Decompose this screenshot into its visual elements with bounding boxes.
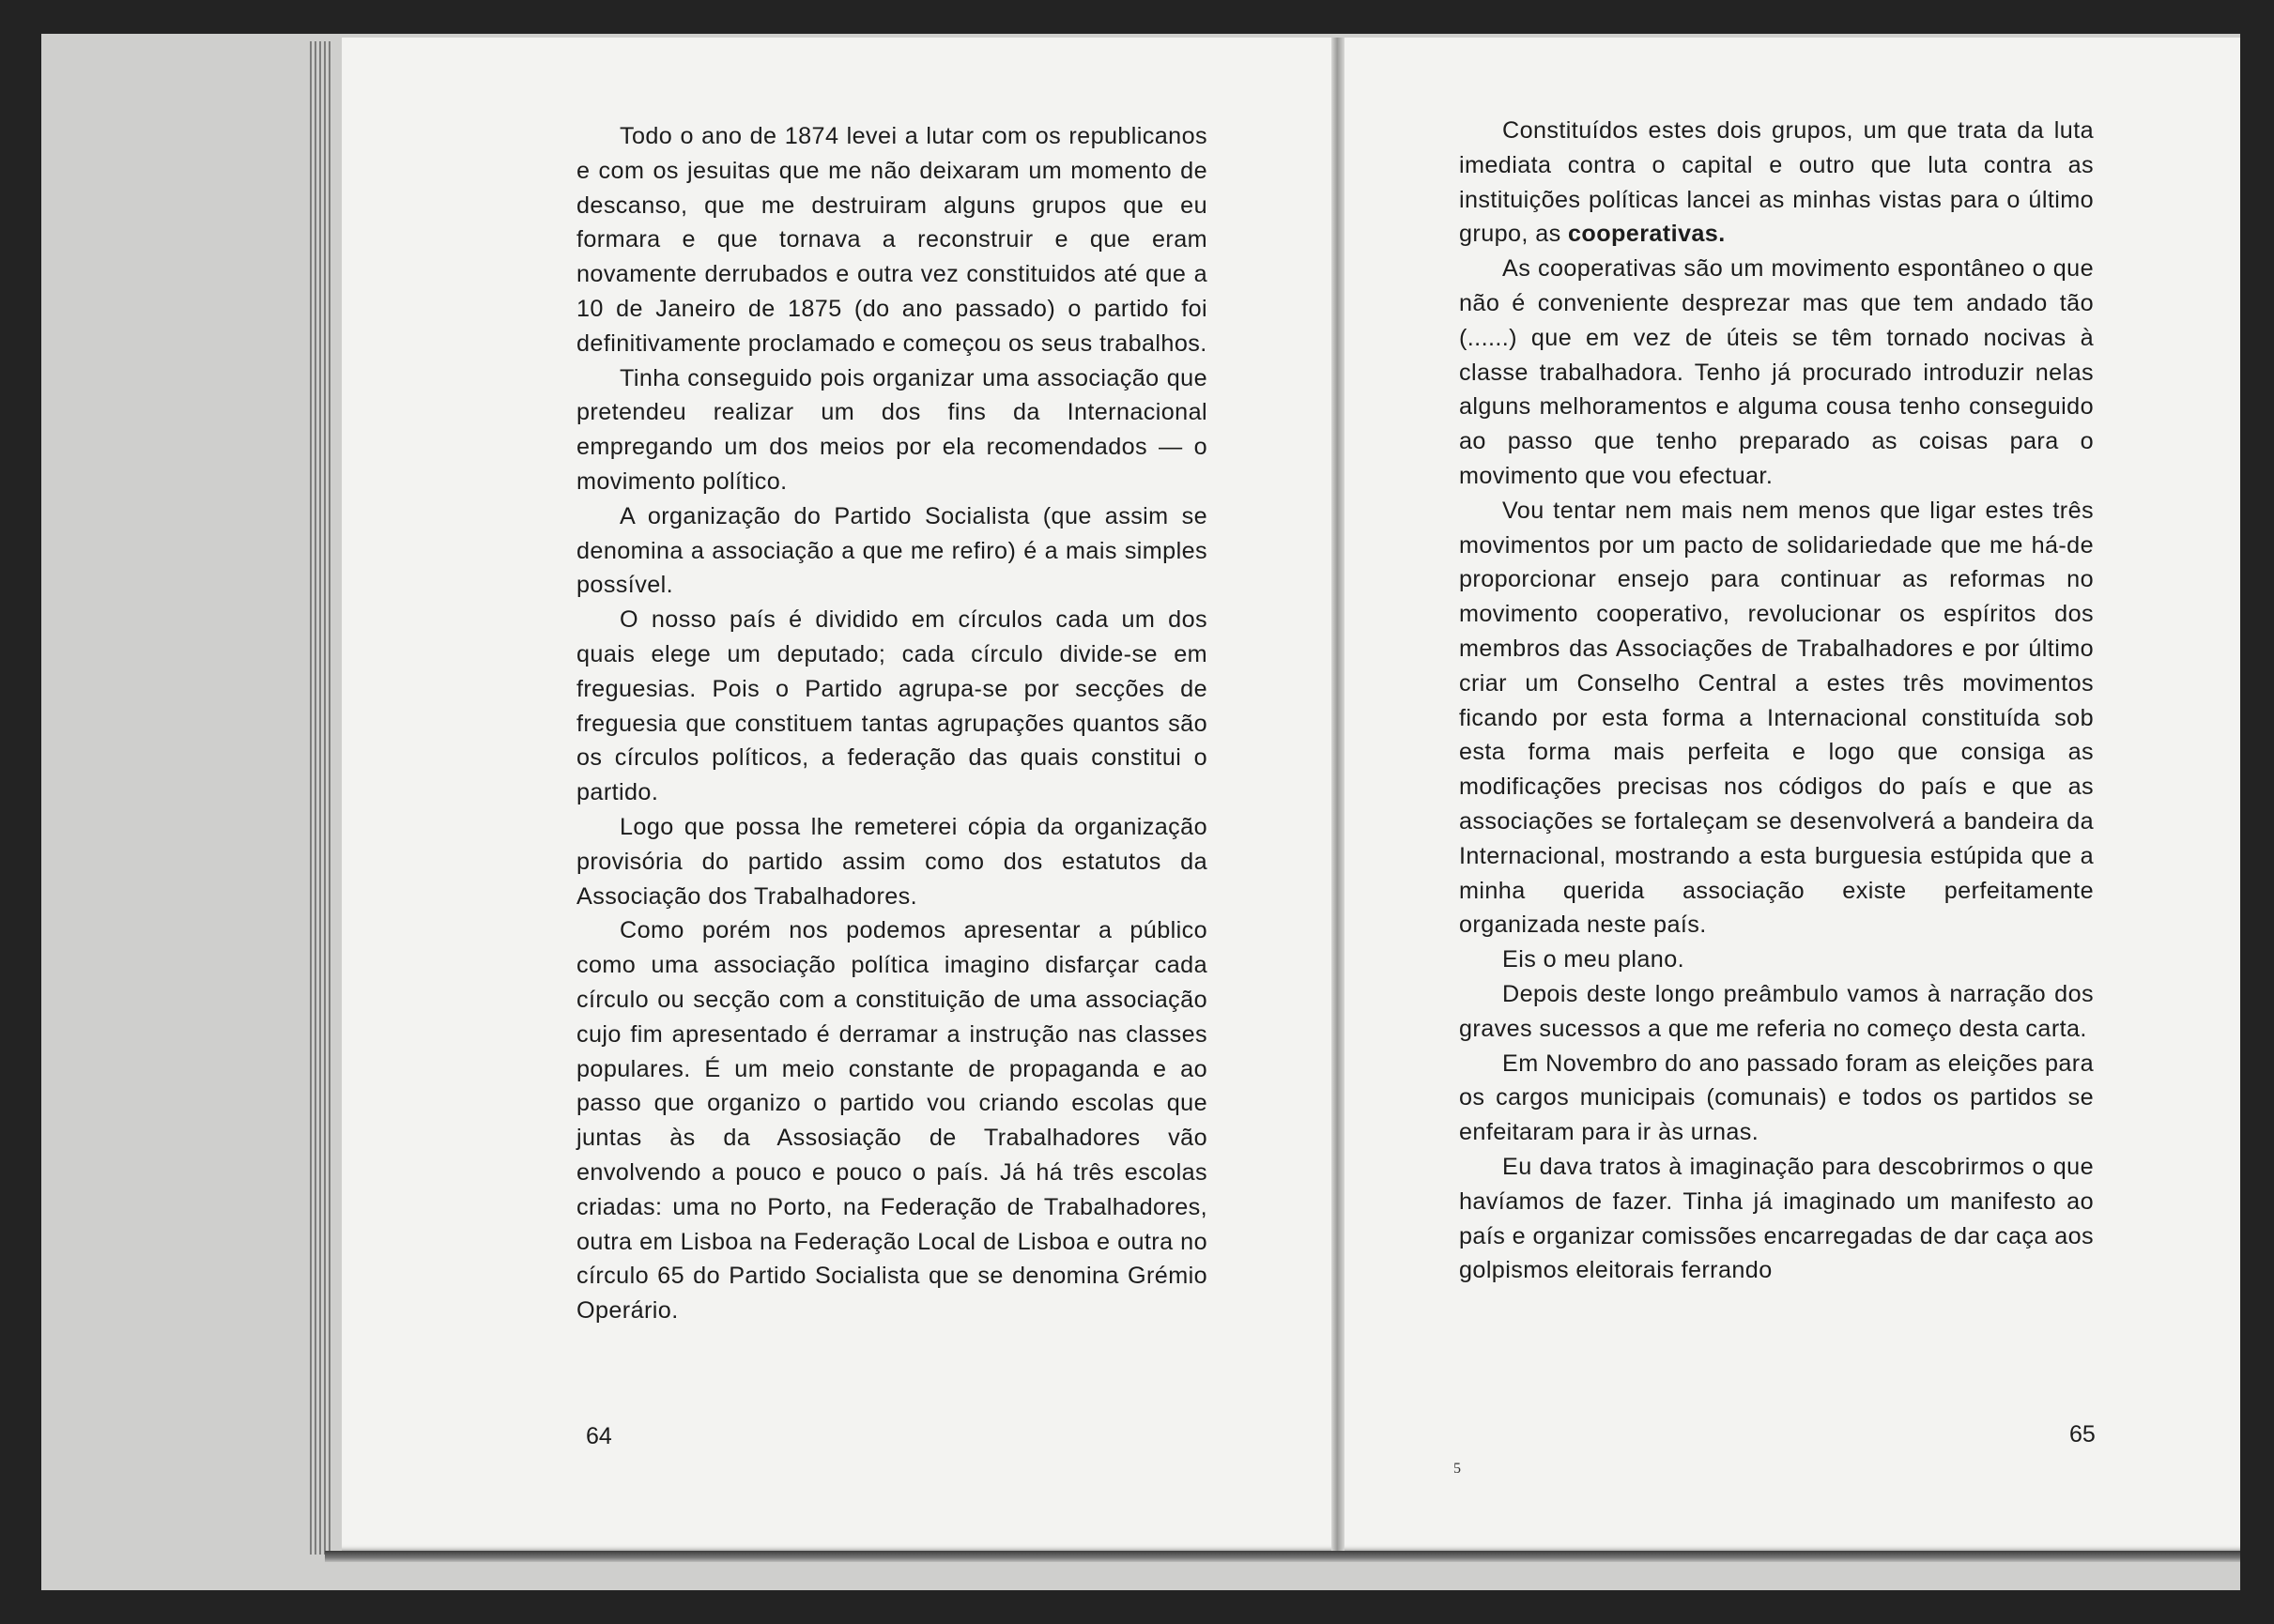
paragraph: Tinha conseguido pois organizar uma associação que pretendeu realizar um dos fins da Internacional empregando um dos meios por ela recomendados — o movimento político.	[576, 364, 1207, 495]
paragraph: Vou tentar nem mais nem menos que ligar estes três movimentos por um pacto de solidariedade que me há-de proporcionar ensejo para continuar as reformas no movimento cooperativo, revolucionar os espíritos dos membros das Associações de Trabalhadores e por último criar um Conselho Central a estes três movimentos ficando por esta forma a Internacional constituída sob esta forma mais perfeita e logo que consiga as modificações precisas nos códigos do país e que as associações se fortaleçam se desenvolverá a bandeira da Internacional, mostrando a esta burguesia estúpida que a minha querida associação existe perfeitamente organizada neste país.	[1459, 497, 2094, 939]
page-number-left: 64	[586, 1423, 612, 1449]
book-gutter	[1331, 38, 1344, 1555]
paragraph	[1459, 114, 2094, 252]
right-page-text	[1459, 114, 2094, 1288]
book-bottom-edge	[325, 1551, 2240, 1562]
margin-mark: 5	[1453, 1461, 1461, 1477]
paragraph: Eu dava tratos à imaginação para descobrirmos o que havíamos de fazer. Tinha já imaginado um manifesto ao país e organizar comissões encarregadas de dar caça aos golpismos eleitorais ferrando	[1459, 1153, 2094, 1284]
paragraph: O nosso país é dividido em círculos cada um dos quais elege um deputado; cada círculo divide-se em freguesias. Pois o Partido agrupa-se por secções de freguesia que constituem tantas agrupações quantos são os círculos políticos, a federação das quais constitui o partido.	[576, 606, 1207, 806]
paragraph: As cooperativas são um movimento espontâneo o que não é conveniente desprezar mas que tem andado tão (......) que em vez de úteis se têm tornado nocivas à classe trabalhadora. Tenho já procurado introduzir nelas alguns melhoramentos e alguma cousa tenho conseguido ao passo que tenho preparado as coisas para o movimento que vou efectuar.	[1459, 255, 2094, 489]
bold-term: cooperativas.	[1568, 221, 1726, 248]
paragraph-text: Constituídos estes dois grupos, um que trata da luta imediata contra o capital e outro que luta contra as instituições políticas lancei as minhas vistas para o último grupo, as	[1459, 117, 2094, 248]
page-number-right: 65	[2069, 1421, 2096, 1448]
paragraph: Depois deste longo preâmbulo vamos à narração dos graves sucessos a que me referia no começo desta carta.	[1459, 980, 2094, 1042]
paragraph: Como porém nos podemos apresentar a público como uma associação política imagino disfarçar cada círculo ou secção com a constituição de uma associação cujo fim apresentado é derramar a instrução nas classes populares. É um meio constante de propaganda e ao passo que organizo o partido vou criando escolas que juntas às da Assosiação de Trabalhadores vão envolvendo a pouco e pouco o país. Já há três escolas criadas: uma no Porto, na Federação de Trabalhadores, outra em Lisboa na Federação Local de Lisboa e outra no círculo 65 do Partido Socialista que se denomina Grémio Operário.	[576, 917, 1207, 1325]
paragraph: Todo o ano de 1874 levei a lutar com os republicanos e com os jesuitas que me não deixaram um momento de descanso, que me destruiram alguns grupos que eu formara e que tornava a reconstruir e que eram novamente derrubados e outra vez constituidos até que a 10 de Janeiro de 1875 (do ano passado) o partido foi definitivamente proclamado e começou os seus trabalhos.	[576, 123, 1207, 357]
paragraph: Eis o meu plano.	[1502, 946, 1685, 973]
page-edges	[310, 41, 330, 1555]
paragraph: Em Novembro do ano passado foram as eleições para os cargos municipais (comunais) e todos os partidos se enfeitaram para ir às urnas.	[1459, 1049, 2094, 1146]
paragraph: Logo que possa lhe remeterei cópia da organização provisória do partido assim como dos estatutos da Associação dos Trabalhadores.	[576, 813, 1207, 910]
paragraph: A organização do Partido Socialista (que assim se denomina a associação a que me refiro) é a mais simples possível.	[576, 502, 1207, 599]
left-page-text	[576, 119, 1207, 1328]
